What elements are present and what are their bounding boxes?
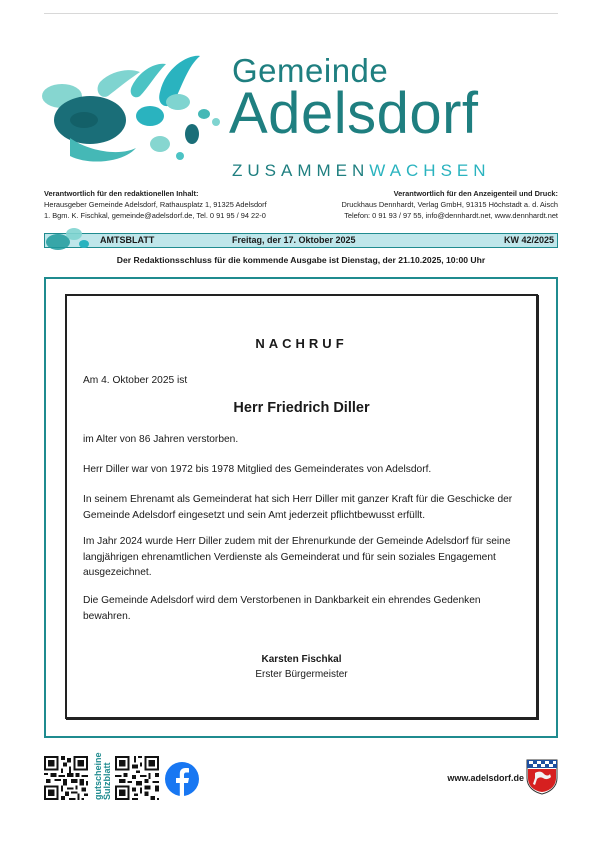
facebook-icon[interactable] bbox=[165, 762, 199, 796]
obituary-name: Herr Friedrich Diller bbox=[233, 400, 370, 416]
qr-code-icon[interactable] bbox=[44, 756, 88, 800]
imprint-editorial-line2: 1. Bgm. K. Fischkal, gemeinde@adelsdorf.de, Tel. 0 91 95 / 94 22-0 bbox=[44, 211, 266, 220]
imprint-print-line2: Telefon: 0 91 93 / 97 55, info@dennhardt.net, www.dennhardt.net bbox=[344, 211, 558, 220]
imprint-editorial bbox=[44, 188, 304, 221]
imprint-print-line1: Druckhaus Dennhardt, Verlag GmbH, 91315 Höchstadt a. d. Aisch bbox=[341, 200, 558, 209]
website-link[interactable]: www.adelsdorf.de bbox=[447, 773, 524, 783]
obituary-para2: In seinem Ehrenamt als Gemeinderat hat sich Herr Diller mit ganzer Kraft für die Geschicke der Gemeinde Adelsdorf eingesetzt und sein Amt jederzeit pflichtbewusst erfüllt. bbox=[83, 494, 513, 521]
brand-gemeinde: Gemeinde bbox=[232, 52, 389, 89]
issue-label: AMTSBLATT bbox=[100, 235, 155, 245]
imprint-print bbox=[298, 188, 558, 221]
qr-code-icon[interactable] bbox=[115, 756, 159, 800]
obituary-heading: NACHRUF bbox=[255, 336, 348, 351]
imprint-editorial-line1: Herausgeber Gemeinde Adelsdorf, Rathausplatz 1, 91325 Adelsdorf bbox=[44, 200, 267, 209]
issue-date: Freitag, der 17. Oktober 2025 bbox=[232, 235, 356, 245]
brand-tagline bbox=[232, 161, 491, 181]
obituary-para4: Die Gemeinde Adelsdorf wird dem Verstorbenen in Dankbarkeit ein ehrendes Gedenken bewahren. bbox=[83, 595, 481, 622]
brand-adelsdorf: Adelsdorf bbox=[229, 81, 479, 146]
tagline-zusammen: ZUSAMMEN bbox=[232, 161, 370, 180]
imprint-editorial-title: Verantwortlich für den redaktionellen Inhalt: bbox=[44, 189, 199, 198]
top-rule bbox=[44, 13, 558, 14]
bar-drops-icon bbox=[44, 222, 94, 252]
obituary-age: im Alter von 86 Jahren verstorben. bbox=[83, 434, 239, 445]
qr1-label: gutscheine bbox=[93, 752, 103, 800]
gemeinde-logo-icon bbox=[40, 52, 226, 172]
obituary-para3: Im Jahr 2024 wurde Herr Diller zudem mit der Ehrenurkunde der Gemeinde Adelsdorf für seine langjährigen ehrenamtlichen Verdienste als Gemeinderat und für sein soziales Engagement ausgezeichnet. bbox=[83, 536, 511, 579]
imprint-print-title: Verantwortlich für den Anzeigenteil und Druck: bbox=[393, 189, 558, 198]
obituary-para1: Herr Diller war von 1972 bis 1978 Mitglied des Gemeinderates von Adelsdorf. bbox=[83, 464, 432, 475]
signer-title: Erster Bürgermeister bbox=[255, 669, 348, 680]
obituary-intro: Am 4. Oktober 2025 ist bbox=[83, 375, 188, 386]
tagline-wachsen: WACHSEN bbox=[369, 161, 491, 180]
qr2-label: Sulzblatt bbox=[102, 762, 112, 800]
coat-of-arms-icon bbox=[526, 759, 558, 795]
issue-week: KW 42/2025 bbox=[503, 235, 554, 245]
signer-name: Karsten Fischkal bbox=[261, 654, 342, 665]
deadline-notice: Der Redaktionsschluss für die kommende Ausgabe ist Dienstag, der 21.10.2025, 10:00 Uhr bbox=[116, 255, 486, 265]
